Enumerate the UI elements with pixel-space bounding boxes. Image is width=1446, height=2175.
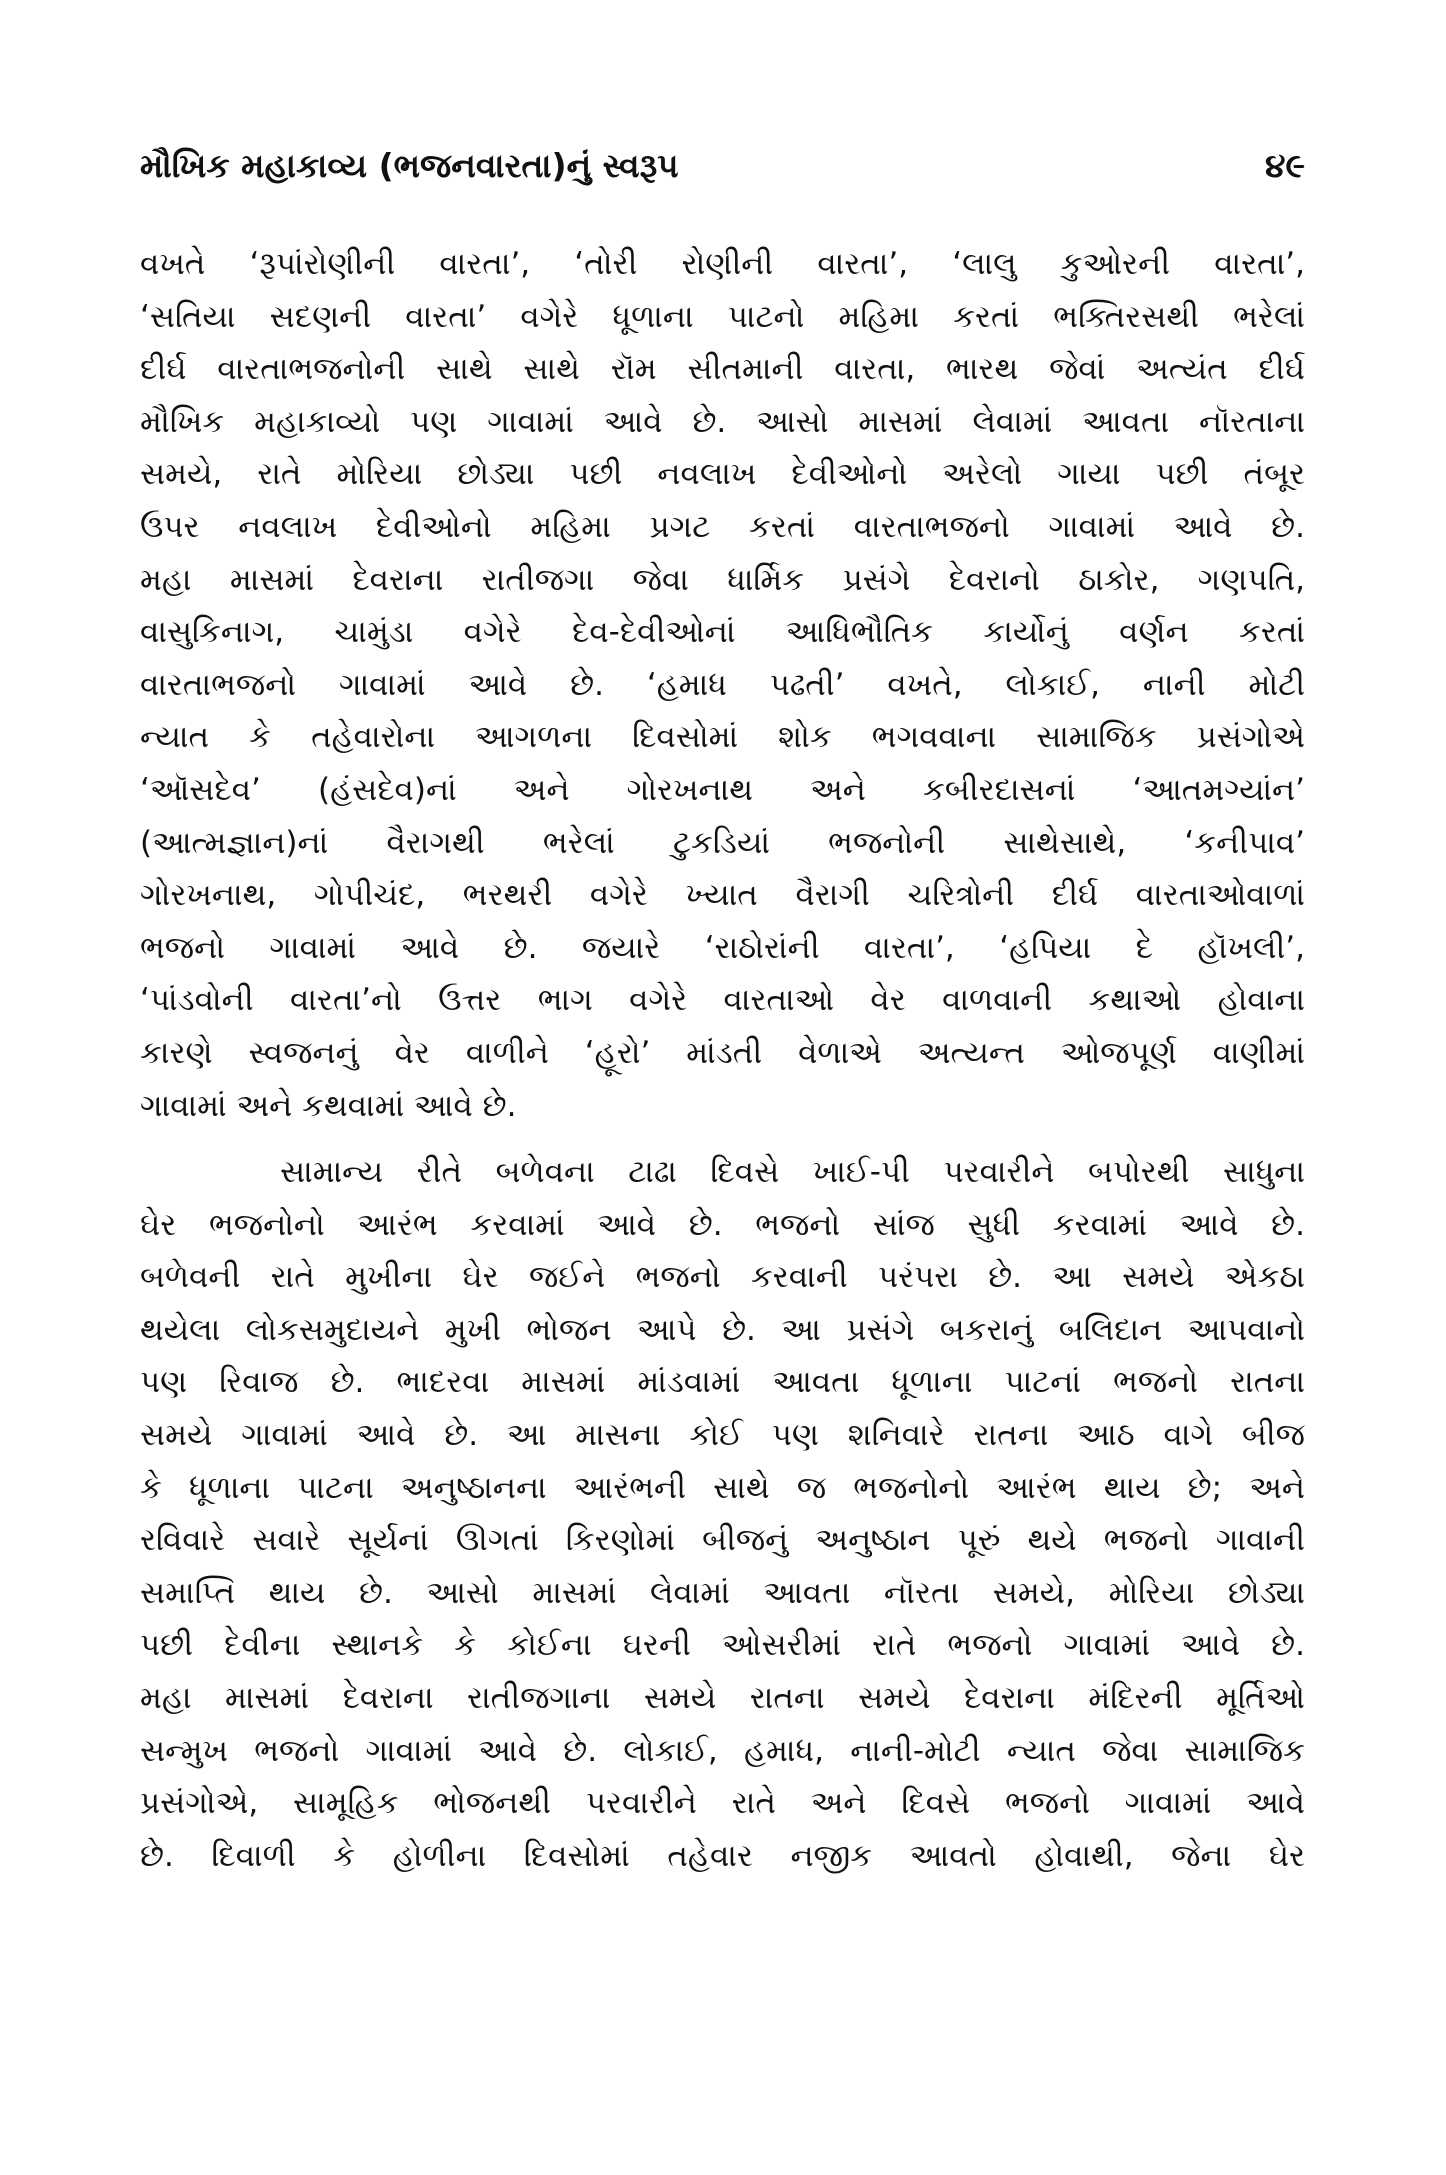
text-line: સમાપ્તિ થાય છે. આસો માસમાં લેવામાં આવતા નૉરતા સમયે, મોરિયા છોડ્યા	[140, 1574, 1305, 1611]
page-number: ૪૯	[1265, 146, 1305, 185]
text-line: ‘પાંડવોની વારતા’નો ઉત્તર ભાગ વગેરે વારતાઓ વેર વાળવાની કથાઓ હોવાના	[140, 982, 1305, 1019]
text-line: બળેવની રાતે મુખીના ઘેર જઈને ભજનો કરવાની પરંપરા છે. આ સમયે એકઠા	[140, 1259, 1305, 1296]
text-line: ભજનો ગાવામાં આવે છે. જયારે ‘રાઠોરાંની વારતા’, ‘હપિયા દે હૉખલી’,	[140, 929, 1305, 966]
text-line: સમયે ગાવામાં આવે છે. આ માસના કોઈ પણ શનિવારે રાતના આઠ વાગે બીજ	[140, 1417, 1305, 1454]
text-line: વારતાભજનો ગાવામાં આવે છે. ‘હમાધ પઢતી’ વખતે, લોકાઈ, નાની મોટી	[140, 666, 1305, 703]
paragraph-2	[140, 1146, 1305, 1882]
text-line: પછી દેવીના સ્થાનકે કે કોઈના ઘરની ઓસરીમાં રાતે ભજનો ગાવામાં આવે છે.	[140, 1627, 1305, 1664]
text-line: ઉપર નવલાખ દેવીઓનો મહિમા પ્રગટ કરતાં વારતાભજનો ગાવામાં આવે છે.	[140, 508, 1305, 545]
running-title: મૌખિક મહાકાવ્ય (ભજનવારતા)નું સ્વરૂપ	[140, 146, 679, 185]
text-line: મહા માસમાં દેવરાના રાતીજગાના સમયે રાતના સમયે દેવરાના મંદિરની મૂર્તિઓ	[140, 1680, 1305, 1717]
text-line: સમયે, રાતે મોરિયા છોડ્યા પછી નવલાખ દેવીઓનો અરેલો ગાયા પછી તંબૂર	[140, 456, 1305, 493]
text-line: ઘેર ભજનોનો આરંભ કરવામાં આવે છે. ભજનો સાંજ સુધી કરવામાં આવે છે.	[140, 1206, 1305, 1243]
text-line: ‘સતિયા સદણની વારતા’ વગેરે ધૂળાના પાટનો મહિમા કરતાં ભક્તિરસથી ભરેલાં	[140, 298, 1305, 335]
text-line: ન્યાત કે તહેવારોના આગળના દિવસોમાં શોક ભગવવાના સામાજિક પ્રસંગોએ	[140, 719, 1305, 756]
paragraph-1	[140, 238, 1305, 1132]
text-line: થયેલા લોકસમુદાયને મુખી ભોજન આપે છે. આ પ્રસંગે બકરાનું બલિદાન આપવાનો	[140, 1311, 1305, 1348]
text-line: વાસુકિનાગ, ચામુંડા વગેરે દેવ-દેવીઓનાં આધિભૌતિક કાર્યોનું વર્ણન કરતાં	[140, 614, 1305, 651]
text-line: દીર્ઘ વારતાભજનોની સાથે સાથે રૉમ સીતમાની વારતા, ભારથ જેવાં અત્યંત દીર્ઘ	[140, 351, 1305, 388]
text-line: (આત્મજ્ઞાન)નાં વૈરાગથી ભરેલાં ટુકડિયાં ભજનોની સાથેસાથે, ‘કનીપાવ’	[140, 824, 1305, 861]
text-line: કારણે સ્વજનનું વેર વાળીને ‘હૂરો’ માંડતી વેળાએ અત્યન્ત ઓજપૂર્ણ વાણીમાં	[140, 1034, 1305, 1071]
text-line: મૌખિક મહાકાવ્યો પણ ગાવામાં આવે છે. આસો માસમાં લેવામાં આવતા નૉરતાના	[140, 403, 1305, 440]
text-line: સન્મુખ ભજનો ગાવામાં આવે છે. લોકાઈ, હમાધ, નાની-મોટી ન્યાત જેવા સામાજિક	[140, 1732, 1305, 1769]
text-line: પણ રિવાજ છે. ભાદરવા માસમાં માંડવામાં આવતા ધૂળાના પાટનાં ભજનો રાતના	[140, 1364, 1305, 1401]
text-line: કે ધૂળાના પાટના અનુષ્ઠાનના આરંભની સાથે જ ભજનોનો આરંભ થાય છે; અને	[140, 1469, 1305, 1506]
text-line: પ્રસંગોએ, સામૂહિક ભોજનથી પરવારીને રાતે અને દિવસે ભજનો ગાવામાં આવે	[140, 1785, 1305, 1822]
text-line: મહા માસમાં દેવરાના રાતીજગા જેવા ધાર્મિક પ્રસંગે દેવરાનો ઠાકોર, ગણપતિ,	[140, 561, 1305, 598]
text-line: ગાવામાં અને કથવામાં આવે છે.	[140, 1087, 517, 1124]
text-line: ગોરખનાથ, ગોપીચંદ, ભરથરી વગેરે ખ્યાત વૈરાગી ચરિત્રોની દીર્ઘ વારતાઓવાળાં	[140, 877, 1305, 914]
text-line: રવિવારે સવારે સૂર્યનાં ઊગતાં કિરણોમાં બીજનું અનુષ્ઠાન પૂરું થયે ભજનો ગાવાની	[140, 1522, 1305, 1559]
body-text	[140, 238, 1305, 1882]
page-header	[140, 140, 1305, 200]
text-line: છે. દિવાળી કે હોળીના દિવસોમાં તહેવાર નજીક આવતો હોવાથી, જેના ઘેર	[140, 1837, 1305, 1874]
text-line: ‘ઑસદેવ’ (હંસદેવ)નાં અને ગોરખનાથ અને કબીરદાસનાં ‘આતમગ્યાંન’	[140, 771, 1305, 808]
text-line: સામાન્ય રીતે બળેવના ટાઢા દિવસે ખાઈ-પી પરવારીને બપોરથી સાધુના	[280, 1154, 1305, 1191]
text-line: વખતે ‘રૂપાંરોણીની વારતા’, ‘તોરી રોણીની વારતા’, ‘લાલુ કુઓરની વારતા’,	[140, 246, 1305, 282]
